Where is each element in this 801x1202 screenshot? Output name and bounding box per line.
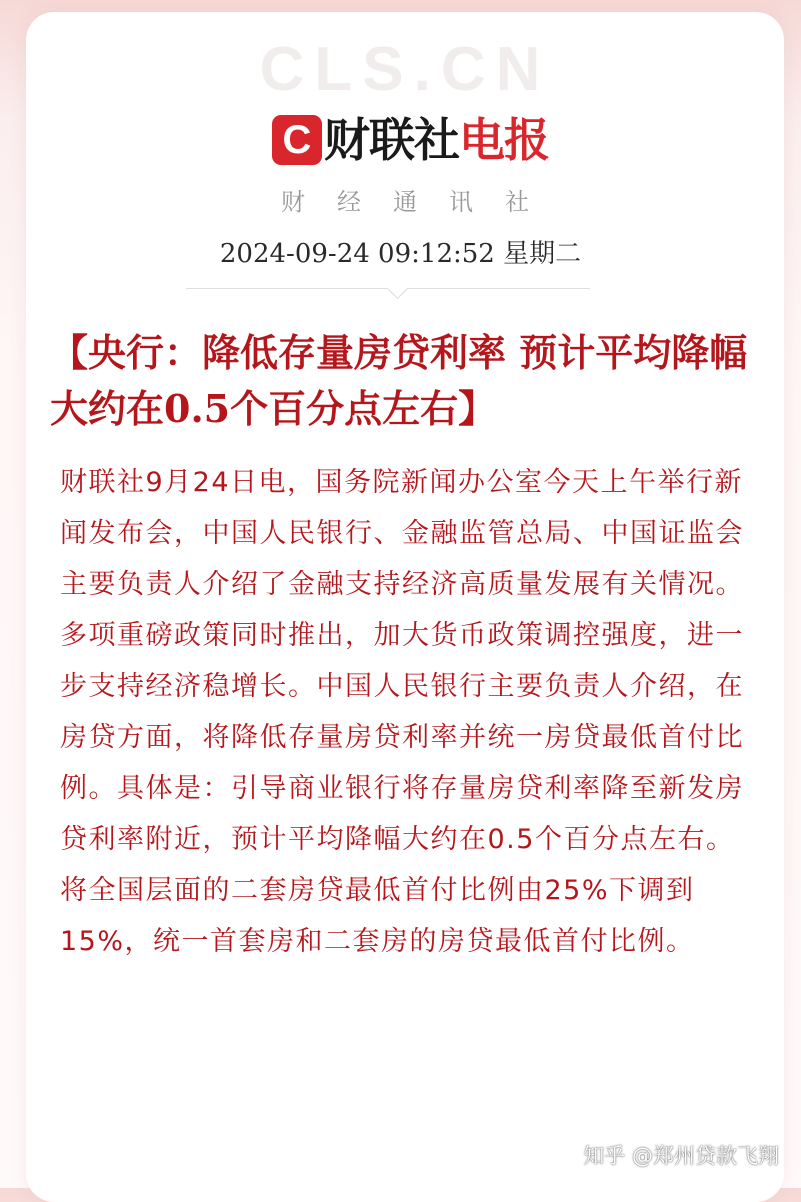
article-body: 财联社9月24日电，国务院新闻办公室今天上午举行新闻发布会，中国人民银行、金融监管总局、中国证监会主要负责人介绍了金融支持经济高质量发展有关情况。多项重磅政策同时推出，加大货币政策调控强度，进一步支持经济稳增长。中国人民银行主要负责人介绍，在房贷方面，将降低存量房贷利率并统一房贷最低首付比例。具体是：引导商业银行将存量房贷利率降至新发房贷利率附近，预计平均降幅大约在0.5个百分点左右。将全国层面的二套房贷最低首付比例由25%下调到15%，统一首套房和二套房的房贷最低首付比例。 (60, 467, 744, 957)
article-headline: 【央行：降低存量房贷利率 预计平均降幅大约在0.5个百分点左右】 (50, 330, 748, 431)
cls-watermark: CLS.CN (259, 35, 551, 104)
logo-tag: 电报 (459, 113, 549, 167)
logo-name: 财联社 (324, 113, 459, 167)
source-credit: 知乎 @郑州贷款飞翔 (583, 1144, 779, 1168)
agency-subtitle: 财经通讯社 (281, 188, 561, 216)
logo-mark: C (272, 115, 322, 165)
cls-logo (272, 112, 549, 168)
publish-timestamp: 2024-09-24 09:12:52 星期二 (219, 239, 582, 269)
